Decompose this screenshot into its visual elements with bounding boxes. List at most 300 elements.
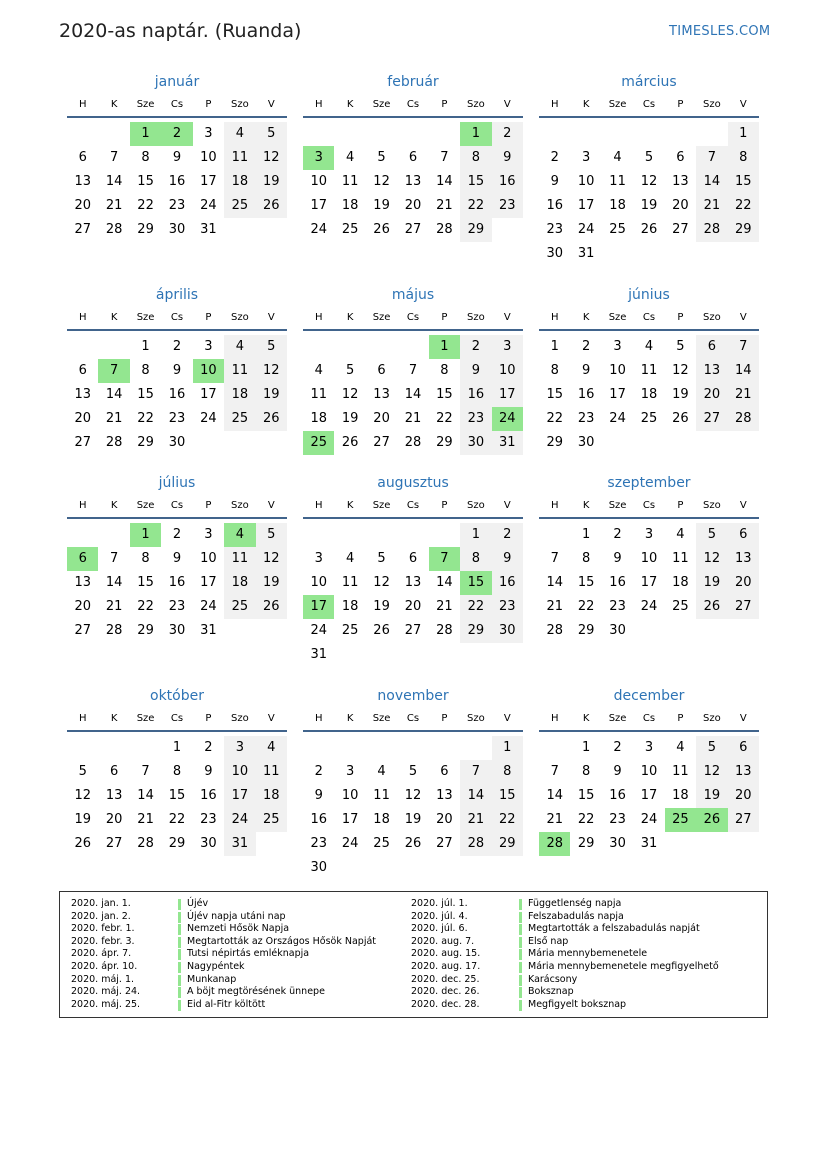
day-cell: 21 bbox=[105, 599, 123, 614]
weekday-label: V bbox=[267, 99, 275, 110]
weekday-label: V bbox=[739, 713, 747, 724]
day-cell: 30 bbox=[168, 623, 186, 638]
day-cell: 15 bbox=[728, 170, 759, 194]
day-cell: 31 bbox=[640, 836, 658, 851]
month-days bbox=[539, 519, 759, 663]
day-cell: 5 bbox=[256, 335, 287, 359]
day-cell: 21 bbox=[460, 808, 491, 832]
day-cell: 4 bbox=[345, 551, 355, 566]
day-cell: 5 bbox=[696, 736, 727, 760]
weekday-label: Szo bbox=[702, 500, 721, 511]
day-cell: 20 bbox=[436, 812, 453, 827]
day-cell: 16 bbox=[546, 198, 563, 213]
weekday-header bbox=[539, 307, 759, 331]
day-cell: 10 bbox=[640, 551, 658, 566]
day-cell: 24 bbox=[200, 198, 217, 213]
day-cell: 17 bbox=[200, 174, 217, 189]
day-cell: 8 bbox=[581, 764, 591, 779]
day-cell: 29 bbox=[460, 619, 491, 643]
day-cell: 24 bbox=[200, 599, 217, 614]
day-cell: 22 bbox=[137, 411, 154, 426]
day-cell: 8 bbox=[141, 363, 150, 378]
weekday-label: V bbox=[739, 99, 747, 110]
weekday-label: V bbox=[267, 713, 275, 724]
day-cell: 21 bbox=[105, 411, 123, 426]
day-cell: 12 bbox=[640, 174, 658, 189]
day-cell: 27 bbox=[672, 222, 689, 237]
holiday-day-cell: 1 bbox=[130, 523, 161, 547]
holiday-day-cell: 1 bbox=[460, 122, 491, 146]
holiday-day-cell: 7 bbox=[98, 359, 129, 383]
day-cell: 28 bbox=[436, 222, 453, 237]
holiday-day-cell: 10 bbox=[193, 359, 224, 383]
month-name: május bbox=[391, 287, 435, 303]
day-cell: 1 bbox=[460, 523, 491, 547]
month-block bbox=[303, 684, 523, 876]
day-cell: 18 bbox=[373, 812, 390, 827]
weekday-label: P bbox=[205, 99, 212, 110]
day-cell: 27 bbox=[74, 435, 91, 450]
day-cell: 1 bbox=[581, 527, 591, 542]
holiday-marker bbox=[519, 987, 522, 998]
day-cell: 8 bbox=[581, 551, 591, 566]
day-cell: 5 bbox=[676, 339, 685, 354]
weekday-header bbox=[67, 307, 287, 331]
holiday-marker bbox=[519, 924, 522, 935]
day-cell: 6 bbox=[78, 363, 87, 378]
day-cell: 24 bbox=[577, 222, 595, 237]
day-cell: 3 bbox=[204, 527, 213, 542]
day-cell: 15 bbox=[492, 784, 523, 808]
day-cell: 9 bbox=[460, 359, 491, 383]
day-cell: 25 bbox=[373, 836, 390, 851]
day-cell: 16 bbox=[609, 575, 626, 590]
day-cell: 4 bbox=[676, 527, 685, 542]
day-cell: 14 bbox=[404, 387, 422, 402]
day-cell: 14 bbox=[436, 575, 453, 590]
holiday-day-cell: 1 bbox=[130, 122, 161, 146]
holiday-day-cell: 25 bbox=[303, 431, 334, 455]
day-cell: 23 bbox=[168, 198, 186, 213]
day-cell: 20 bbox=[696, 383, 727, 407]
day-cell: 28 bbox=[137, 836, 154, 851]
month-days bbox=[303, 519, 523, 663]
day-cell: 5 bbox=[644, 150, 654, 165]
day-cell: 25 bbox=[640, 411, 658, 426]
holiday-name: Eid al-Fitr költött bbox=[187, 998, 266, 1010]
day-cell: 1 bbox=[581, 740, 591, 755]
day-cell: 21 bbox=[105, 198, 123, 213]
day-cell: 25 bbox=[341, 222, 359, 237]
holiday-marker bbox=[178, 975, 181, 986]
day-cell: 9 bbox=[172, 150, 182, 165]
month-block bbox=[539, 471, 759, 663]
holiday-name: Megfigyelt boksznap bbox=[528, 998, 627, 1010]
day-cell: 30 bbox=[460, 431, 491, 455]
day-cell: 15 bbox=[436, 387, 453, 402]
day-cell: 24 bbox=[224, 808, 255, 832]
day-cell: 31 bbox=[224, 832, 255, 856]
day-cell: 6 bbox=[440, 764, 449, 779]
weekday-label: Szo bbox=[230, 500, 249, 511]
weekday-label: Szo bbox=[702, 312, 721, 323]
weekday-label: H bbox=[314, 99, 323, 110]
weekday-label: P bbox=[677, 312, 684, 323]
day-cell: 25 bbox=[609, 222, 626, 237]
day-cell: 13 bbox=[74, 174, 91, 189]
day-cell: 12 bbox=[256, 146, 287, 170]
day-cell: 19 bbox=[373, 198, 390, 213]
holiday-name: Újév bbox=[187, 898, 209, 909]
day-cell: 23 bbox=[577, 411, 595, 426]
month-name: február bbox=[387, 74, 439, 90]
day-cell: 15 bbox=[137, 387, 154, 402]
day-cell: 27 bbox=[728, 595, 759, 619]
day-cell: 27 bbox=[373, 435, 390, 450]
weekday-label: K bbox=[346, 99, 354, 110]
weekday-header bbox=[303, 495, 523, 519]
holiday-marker bbox=[519, 1000, 522, 1011]
day-cell: 22 bbox=[460, 595, 491, 619]
day-cell: 10 bbox=[640, 764, 658, 779]
day-cell: 2 bbox=[492, 122, 523, 146]
holiday-date: 2020. febr. 3. bbox=[71, 935, 135, 947]
day-cell: 25 bbox=[224, 194, 255, 218]
day-cell: 6 bbox=[408, 551, 418, 566]
day-cell: 21 bbox=[728, 383, 759, 407]
day-cell: 4 bbox=[224, 335, 255, 359]
day-cell: 8 bbox=[492, 760, 523, 784]
weekday-label: P bbox=[677, 500, 684, 511]
day-cell: 7 bbox=[460, 760, 491, 784]
day-cell: 30 bbox=[577, 435, 595, 450]
holiday-name: Mária mennybemenetele bbox=[528, 948, 648, 960]
weekday-label: Sze bbox=[608, 500, 627, 511]
holiday-date: 2020. jan. 2. bbox=[71, 910, 131, 922]
day-cell: 24 bbox=[640, 812, 658, 827]
holiday-marker bbox=[519, 962, 522, 973]
day-cell: 14 bbox=[460, 784, 491, 808]
day-cell: 12 bbox=[256, 547, 287, 571]
weekday-header bbox=[303, 708, 523, 732]
day-cell: 29 bbox=[460, 218, 491, 242]
holiday-marker bbox=[519, 912, 522, 923]
holiday-date: 2020. aug. 17. bbox=[411, 960, 481, 972]
day-cell: 19 bbox=[640, 198, 658, 213]
day-cell: 23 bbox=[609, 599, 626, 614]
weekday-label: K bbox=[110, 312, 118, 323]
day-cell: 26 bbox=[256, 595, 287, 619]
day-cell: 7 bbox=[141, 764, 150, 779]
holiday-date: 2020. aug. 15. bbox=[411, 948, 481, 960]
day-cell: 30 bbox=[200, 836, 217, 851]
weekday-label: H bbox=[550, 500, 559, 511]
month-days bbox=[67, 118, 287, 262]
holiday-date: 2020. júl. 1. bbox=[411, 898, 468, 909]
day-cell: 26 bbox=[404, 836, 422, 851]
day-cell: 25 bbox=[341, 623, 359, 638]
day-cell: 29 bbox=[137, 623, 154, 638]
day-cell: 8 bbox=[172, 764, 182, 779]
weekday-label: P bbox=[441, 500, 448, 511]
day-cell: 23 bbox=[546, 222, 563, 237]
holiday-name: Függetlenség napja bbox=[528, 898, 622, 909]
day-cell: 16 bbox=[200, 788, 217, 803]
month-block bbox=[67, 283, 287, 475]
holiday-name: Nemzeti Hősök Napja bbox=[187, 923, 290, 935]
weekday-label: H bbox=[550, 312, 559, 323]
day-cell: 8 bbox=[141, 551, 150, 566]
day-cell: 22 bbox=[728, 194, 759, 218]
day-cell: 27 bbox=[404, 222, 422, 237]
day-cell: 10 bbox=[310, 575, 327, 590]
holiday-date: 2020. ápr. 10. bbox=[71, 960, 138, 972]
holiday-name: Nagypéntek bbox=[187, 960, 245, 972]
day-cell: 6 bbox=[78, 150, 87, 165]
month-block bbox=[67, 70, 287, 262]
holiday-name: Megtartották az Országos Hősök Napját bbox=[187, 935, 377, 947]
day-cell: 8 bbox=[460, 146, 491, 170]
day-cell: 9 bbox=[492, 146, 523, 170]
day-cell: 20 bbox=[404, 198, 422, 213]
day-cell: 14 bbox=[105, 174, 123, 189]
day-cell: 24 bbox=[310, 623, 327, 638]
month-name: november bbox=[377, 688, 449, 704]
holiday-marker bbox=[178, 899, 181, 910]
day-cell: 18 bbox=[640, 387, 658, 402]
month-name: március bbox=[621, 74, 677, 90]
holiday-day-cell: 28 bbox=[539, 832, 570, 856]
day-cell: 14 bbox=[728, 359, 759, 383]
day-cell: 11 bbox=[640, 363, 658, 378]
weekday-label: Szo bbox=[230, 713, 249, 724]
day-cell: 5 bbox=[78, 764, 87, 779]
weekday-label: Szo bbox=[466, 500, 485, 511]
weekday-label: K bbox=[110, 99, 118, 110]
day-cell: 7 bbox=[440, 150, 449, 165]
month-block bbox=[539, 70, 759, 262]
day-cell: 11 bbox=[672, 551, 689, 566]
day-cell: 21 bbox=[546, 812, 563, 827]
day-cell: 14 bbox=[436, 174, 453, 189]
day-cell: 18 bbox=[224, 170, 255, 194]
holiday-day-cell: 24 bbox=[492, 407, 523, 431]
day-cell: 17 bbox=[609, 387, 626, 402]
day-cell: 8 bbox=[141, 150, 150, 165]
day-cell: 26 bbox=[672, 411, 689, 426]
day-cell: 3 bbox=[204, 126, 213, 141]
day-cell: 26 bbox=[74, 836, 91, 851]
month-block bbox=[67, 684, 287, 876]
weekday-label: Cs bbox=[170, 500, 184, 511]
day-cell: 15 bbox=[137, 174, 154, 189]
day-cell: 11 bbox=[224, 547, 255, 571]
day-cell: 13 bbox=[672, 174, 689, 189]
day-cell: 3 bbox=[345, 764, 355, 779]
holiday-date: 2020. febr. 1. bbox=[71, 923, 135, 935]
month-name: október bbox=[150, 688, 204, 704]
day-cell: 18 bbox=[341, 599, 359, 614]
day-cell: 9 bbox=[172, 363, 182, 378]
weekday-label: Sze bbox=[136, 500, 155, 511]
day-cell: 17 bbox=[640, 788, 658, 803]
month-block bbox=[303, 471, 523, 663]
weekday-header bbox=[67, 495, 287, 519]
holiday-marker bbox=[178, 987, 181, 998]
day-cell: 12 bbox=[373, 575, 390, 590]
month-days bbox=[67, 331, 287, 475]
day-cell: 31 bbox=[492, 431, 523, 455]
day-cell: 22 bbox=[137, 198, 154, 213]
holiday-marker bbox=[519, 949, 522, 960]
weekday-header bbox=[539, 495, 759, 519]
weekday-label: K bbox=[346, 713, 354, 724]
month-name: április bbox=[155, 287, 199, 303]
day-cell: 2 bbox=[613, 527, 622, 542]
day-cell: 13 bbox=[74, 387, 91, 402]
weekday-label: H bbox=[314, 713, 323, 724]
day-cell: 23 bbox=[168, 599, 186, 614]
day-cell: 18 bbox=[672, 788, 689, 803]
day-cell: 13 bbox=[728, 760, 759, 784]
day-cell: 16 bbox=[168, 575, 186, 590]
day-cell: 20 bbox=[74, 198, 91, 213]
day-cell: 4 bbox=[224, 122, 255, 146]
weekday-label: Szo bbox=[702, 713, 721, 724]
day-cell: 1 bbox=[172, 740, 182, 755]
day-cell: 13 bbox=[728, 547, 759, 571]
holiday-date: 2020. dec. 25. bbox=[411, 973, 480, 985]
day-cell: 20 bbox=[728, 571, 759, 595]
day-cell: 16 bbox=[168, 174, 186, 189]
day-cell: 25 bbox=[224, 595, 255, 619]
day-cell: 18 bbox=[256, 784, 287, 808]
weekday-label: Cs bbox=[406, 312, 420, 323]
weekday-label: H bbox=[78, 312, 87, 323]
day-cell: 16 bbox=[492, 571, 523, 595]
holiday-name: Karácsony bbox=[528, 973, 578, 985]
weekday-label: Sze bbox=[608, 713, 627, 724]
month-days bbox=[303, 732, 523, 876]
day-cell: 2 bbox=[314, 764, 323, 779]
day-cell: 20 bbox=[404, 599, 422, 614]
day-cell: 8 bbox=[550, 363, 559, 378]
month-name: szeptember bbox=[607, 475, 691, 491]
day-cell: 19 bbox=[256, 571, 287, 595]
day-cell: 9 bbox=[581, 363, 591, 378]
day-cell: 12 bbox=[404, 788, 422, 803]
weekday-label: V bbox=[503, 99, 511, 110]
holiday-day-cell: 26 bbox=[696, 808, 727, 832]
weekday-header bbox=[539, 708, 759, 732]
holiday-date: 2020. júl. 4. bbox=[411, 910, 468, 922]
day-cell: 17 bbox=[577, 198, 595, 213]
day-cell: 24 bbox=[310, 222, 327, 237]
day-cell: 27 bbox=[728, 808, 759, 832]
month-days bbox=[539, 331, 759, 475]
day-cell: 4 bbox=[256, 736, 287, 760]
day-cell: 2 bbox=[204, 740, 213, 755]
day-cell: 27 bbox=[74, 623, 91, 638]
day-cell: 30 bbox=[609, 623, 626, 638]
day-cell: 18 bbox=[310, 411, 327, 426]
day-cell: 18 bbox=[672, 575, 689, 590]
day-cell: 11 bbox=[341, 575, 359, 590]
holiday-marker bbox=[519, 899, 522, 910]
day-cell: 19 bbox=[696, 571, 727, 595]
day-cell: 11 bbox=[672, 764, 689, 779]
day-cell: 9 bbox=[613, 551, 622, 566]
weekday-label: Cs bbox=[170, 713, 184, 724]
weekday-label: Szo bbox=[466, 99, 485, 110]
holiday-day-cell: 1 bbox=[429, 335, 460, 359]
day-cell: 6 bbox=[676, 150, 685, 165]
day-cell: 1 bbox=[492, 736, 523, 760]
day-cell: 20 bbox=[728, 784, 759, 808]
day-cell: 11 bbox=[341, 174, 359, 189]
day-cell: 1 bbox=[550, 339, 559, 354]
day-cell: 21 bbox=[404, 411, 422, 426]
day-cell: 21 bbox=[546, 599, 563, 614]
day-cell: 1 bbox=[141, 339, 150, 354]
day-cell: 20 bbox=[105, 812, 123, 827]
day-cell: 12 bbox=[696, 760, 727, 784]
day-cell: 6 bbox=[109, 764, 119, 779]
day-cell: 26 bbox=[373, 222, 390, 237]
day-cell: 2 bbox=[613, 740, 622, 755]
weekday-label: Sze bbox=[372, 500, 391, 511]
day-cell: 28 bbox=[105, 222, 123, 237]
day-cell: 22 bbox=[137, 599, 154, 614]
day-cell: 27 bbox=[74, 222, 91, 237]
day-cell: 29 bbox=[137, 222, 154, 237]
day-cell: 29 bbox=[546, 435, 563, 450]
day-cell: 28 bbox=[404, 435, 422, 450]
day-cell: 30 bbox=[546, 246, 563, 261]
day-cell: 24 bbox=[609, 411, 626, 426]
month-name: december bbox=[613, 688, 685, 704]
day-cell: 17 bbox=[310, 198, 327, 213]
weekday-label: H bbox=[78, 500, 87, 511]
day-cell: 13 bbox=[373, 387, 390, 402]
month-days bbox=[303, 118, 523, 262]
brand-link[interactable]: TIMESLES.COM bbox=[669, 24, 771, 39]
weekday-label: V bbox=[503, 713, 511, 724]
weekday-label: V bbox=[267, 312, 275, 323]
holiday-name: Munkanap bbox=[187, 973, 237, 985]
day-cell: 13 bbox=[404, 575, 422, 590]
day-cell: 5 bbox=[256, 122, 287, 146]
day-cell: 4 bbox=[644, 339, 654, 354]
weekday-label: Szo bbox=[466, 713, 485, 724]
day-cell: 6 bbox=[408, 150, 418, 165]
day-cell: 4 bbox=[676, 740, 685, 755]
holiday-marker bbox=[519, 937, 522, 948]
month-block bbox=[539, 283, 759, 475]
holiday-day-cell: 7 bbox=[429, 547, 460, 571]
weekday-label: P bbox=[205, 312, 212, 323]
day-cell: 18 bbox=[341, 198, 359, 213]
weekday-label: Sze bbox=[136, 312, 155, 323]
day-cell: 19 bbox=[404, 812, 422, 827]
day-cell: 23 bbox=[492, 595, 523, 619]
holiday-date: 2020. dec. 28. bbox=[411, 998, 480, 1010]
day-cell: 30 bbox=[168, 435, 186, 450]
day-cell: 31 bbox=[310, 647, 327, 662]
month-days bbox=[303, 331, 523, 475]
month-name: augusztus bbox=[377, 475, 449, 491]
day-cell: 19 bbox=[74, 812, 91, 827]
